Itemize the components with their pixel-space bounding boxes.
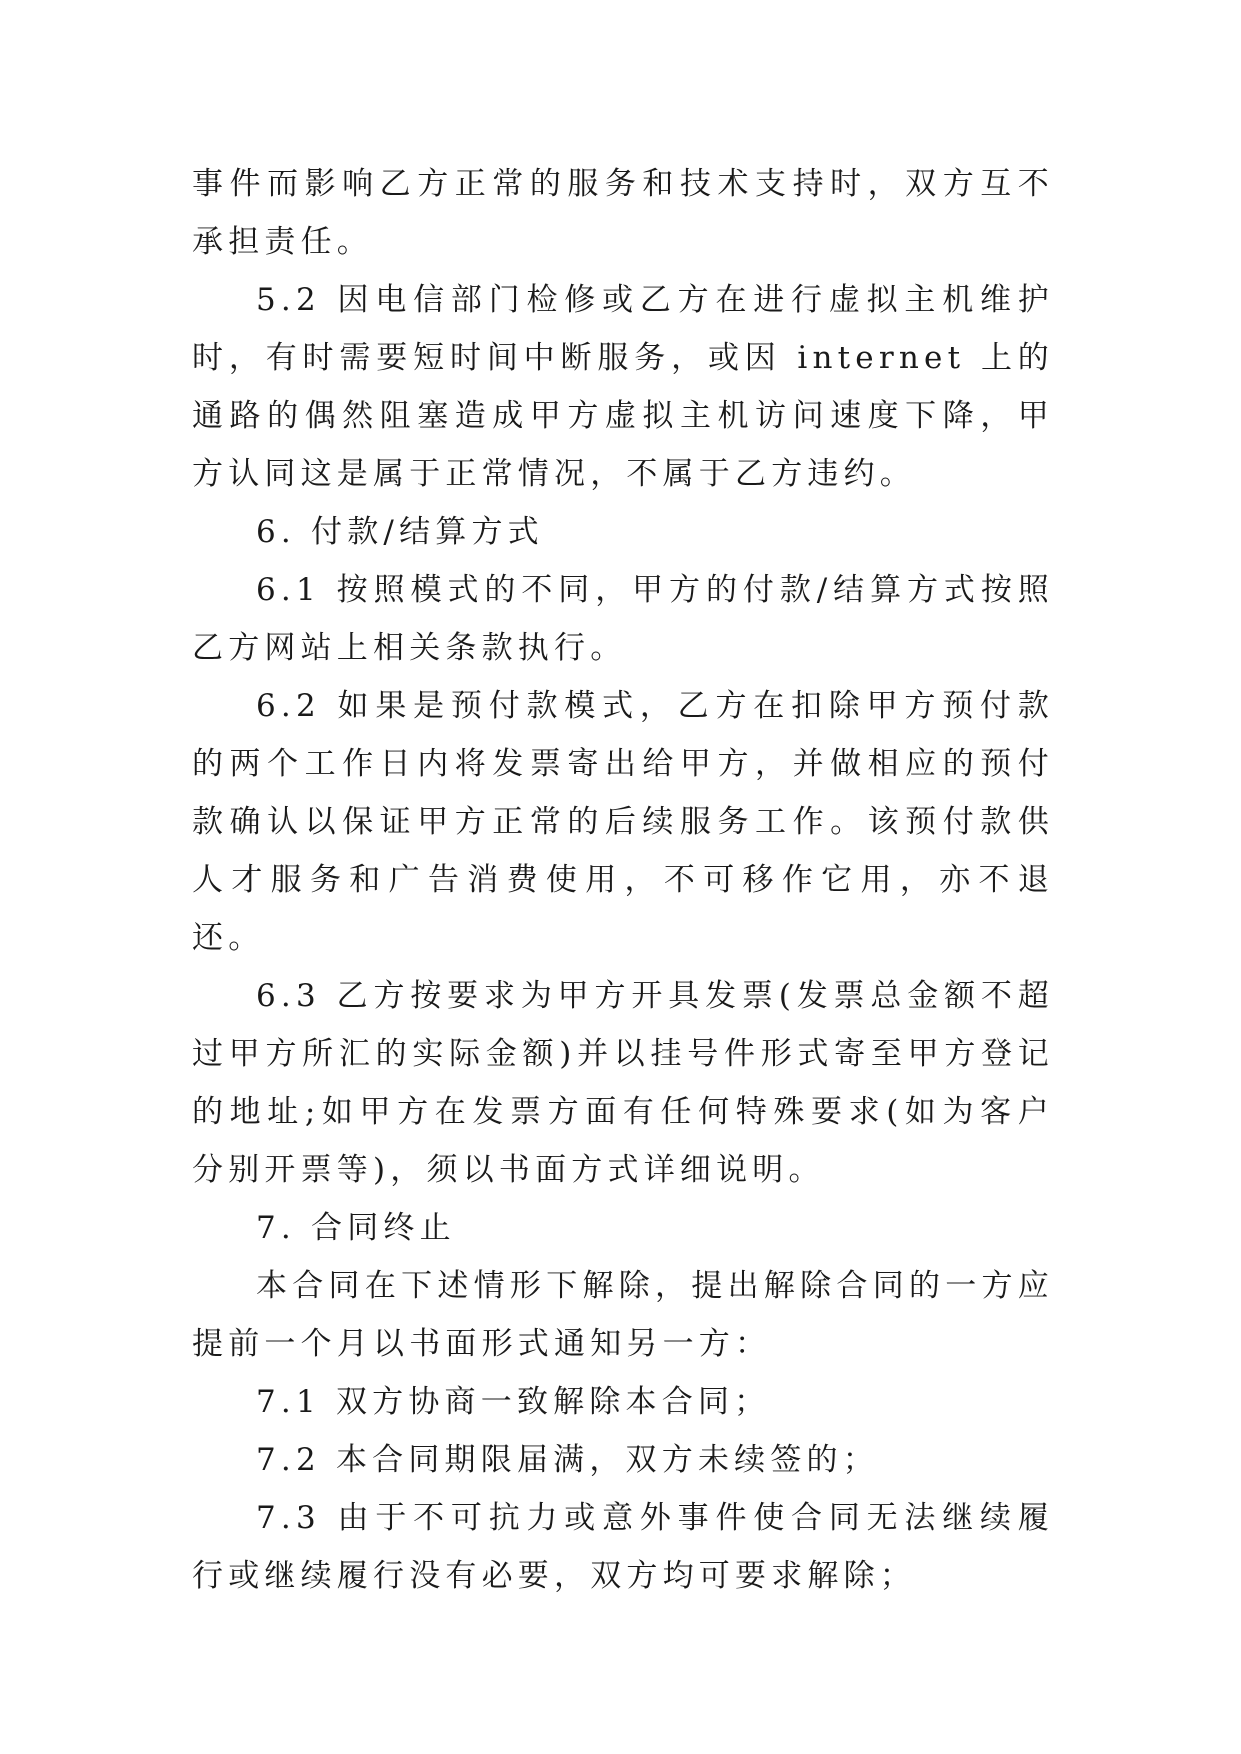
paragraph-clause-6-1: 6.1 按照模式的不同，甲方的付款/结算方式按照乙方网站上相关条款执行。 bbox=[192, 572, 1054, 666]
heading-clause-6: 6. 付款/结算方式 bbox=[256, 514, 544, 550]
paragraph-clause-6-2: 6.2 如果是预付款模式，乙方在扣除甲方预付款的两个工作日内将发票寄出给甲方，并做相应的预付款确认以保证甲方正常的后续服务工作。该预付款供人才服务和广告消费使用，不可移作它用，亦不退还。 bbox=[192, 688, 1054, 956]
heading-clause-7: 7. 合同终止 bbox=[256, 1210, 456, 1246]
paragraph-clause-7-2: 7.2 本合同期限届满，双方未续签的； bbox=[256, 1442, 879, 1478]
paragraph-clause-5-2: 5.2 因电信部门检修或乙方在进行虚拟主机维护时，有时需要短时间中断服务，或因 internet 上的通路的偶然阻塞造成甲方虚拟主机访问速度下降，甲方认同这是属于正常情况，不属于乙方违约。 bbox=[192, 282, 1054, 492]
paragraph-clause-6-3: 6.3 乙方按要求为甲方开具发票(发票总金额不超过甲方所汇的实际金额)并以挂号件形式寄至甲方登记的地址;如甲方在发票方面有任何特殊要求(如为客户分别开票等)，须以书面方式详细说明。 bbox=[192, 978, 1054, 1188]
paragraph-clause-7-1: 7.1 双方协商一致解除本合同； bbox=[256, 1384, 771, 1420]
paragraph-clause-7-intro: 本合同在下述情形下解除，提出解除合同的一方应提前一个月以书面形式通知另一方： bbox=[192, 1268, 1054, 1362]
document-page bbox=[192, 155, 1054, 1605]
paragraph-clause-7-3: 7.3 由于不可抗力或意外事件使合同无法继续履行或继续履行没有必要，双方均可要求解除； bbox=[192, 1500, 1054, 1594]
paragraph-force-majeure-continuation: 事件而影响乙方正常的服务和技术支持时，双方互不承担责任。 bbox=[192, 166, 1054, 260]
